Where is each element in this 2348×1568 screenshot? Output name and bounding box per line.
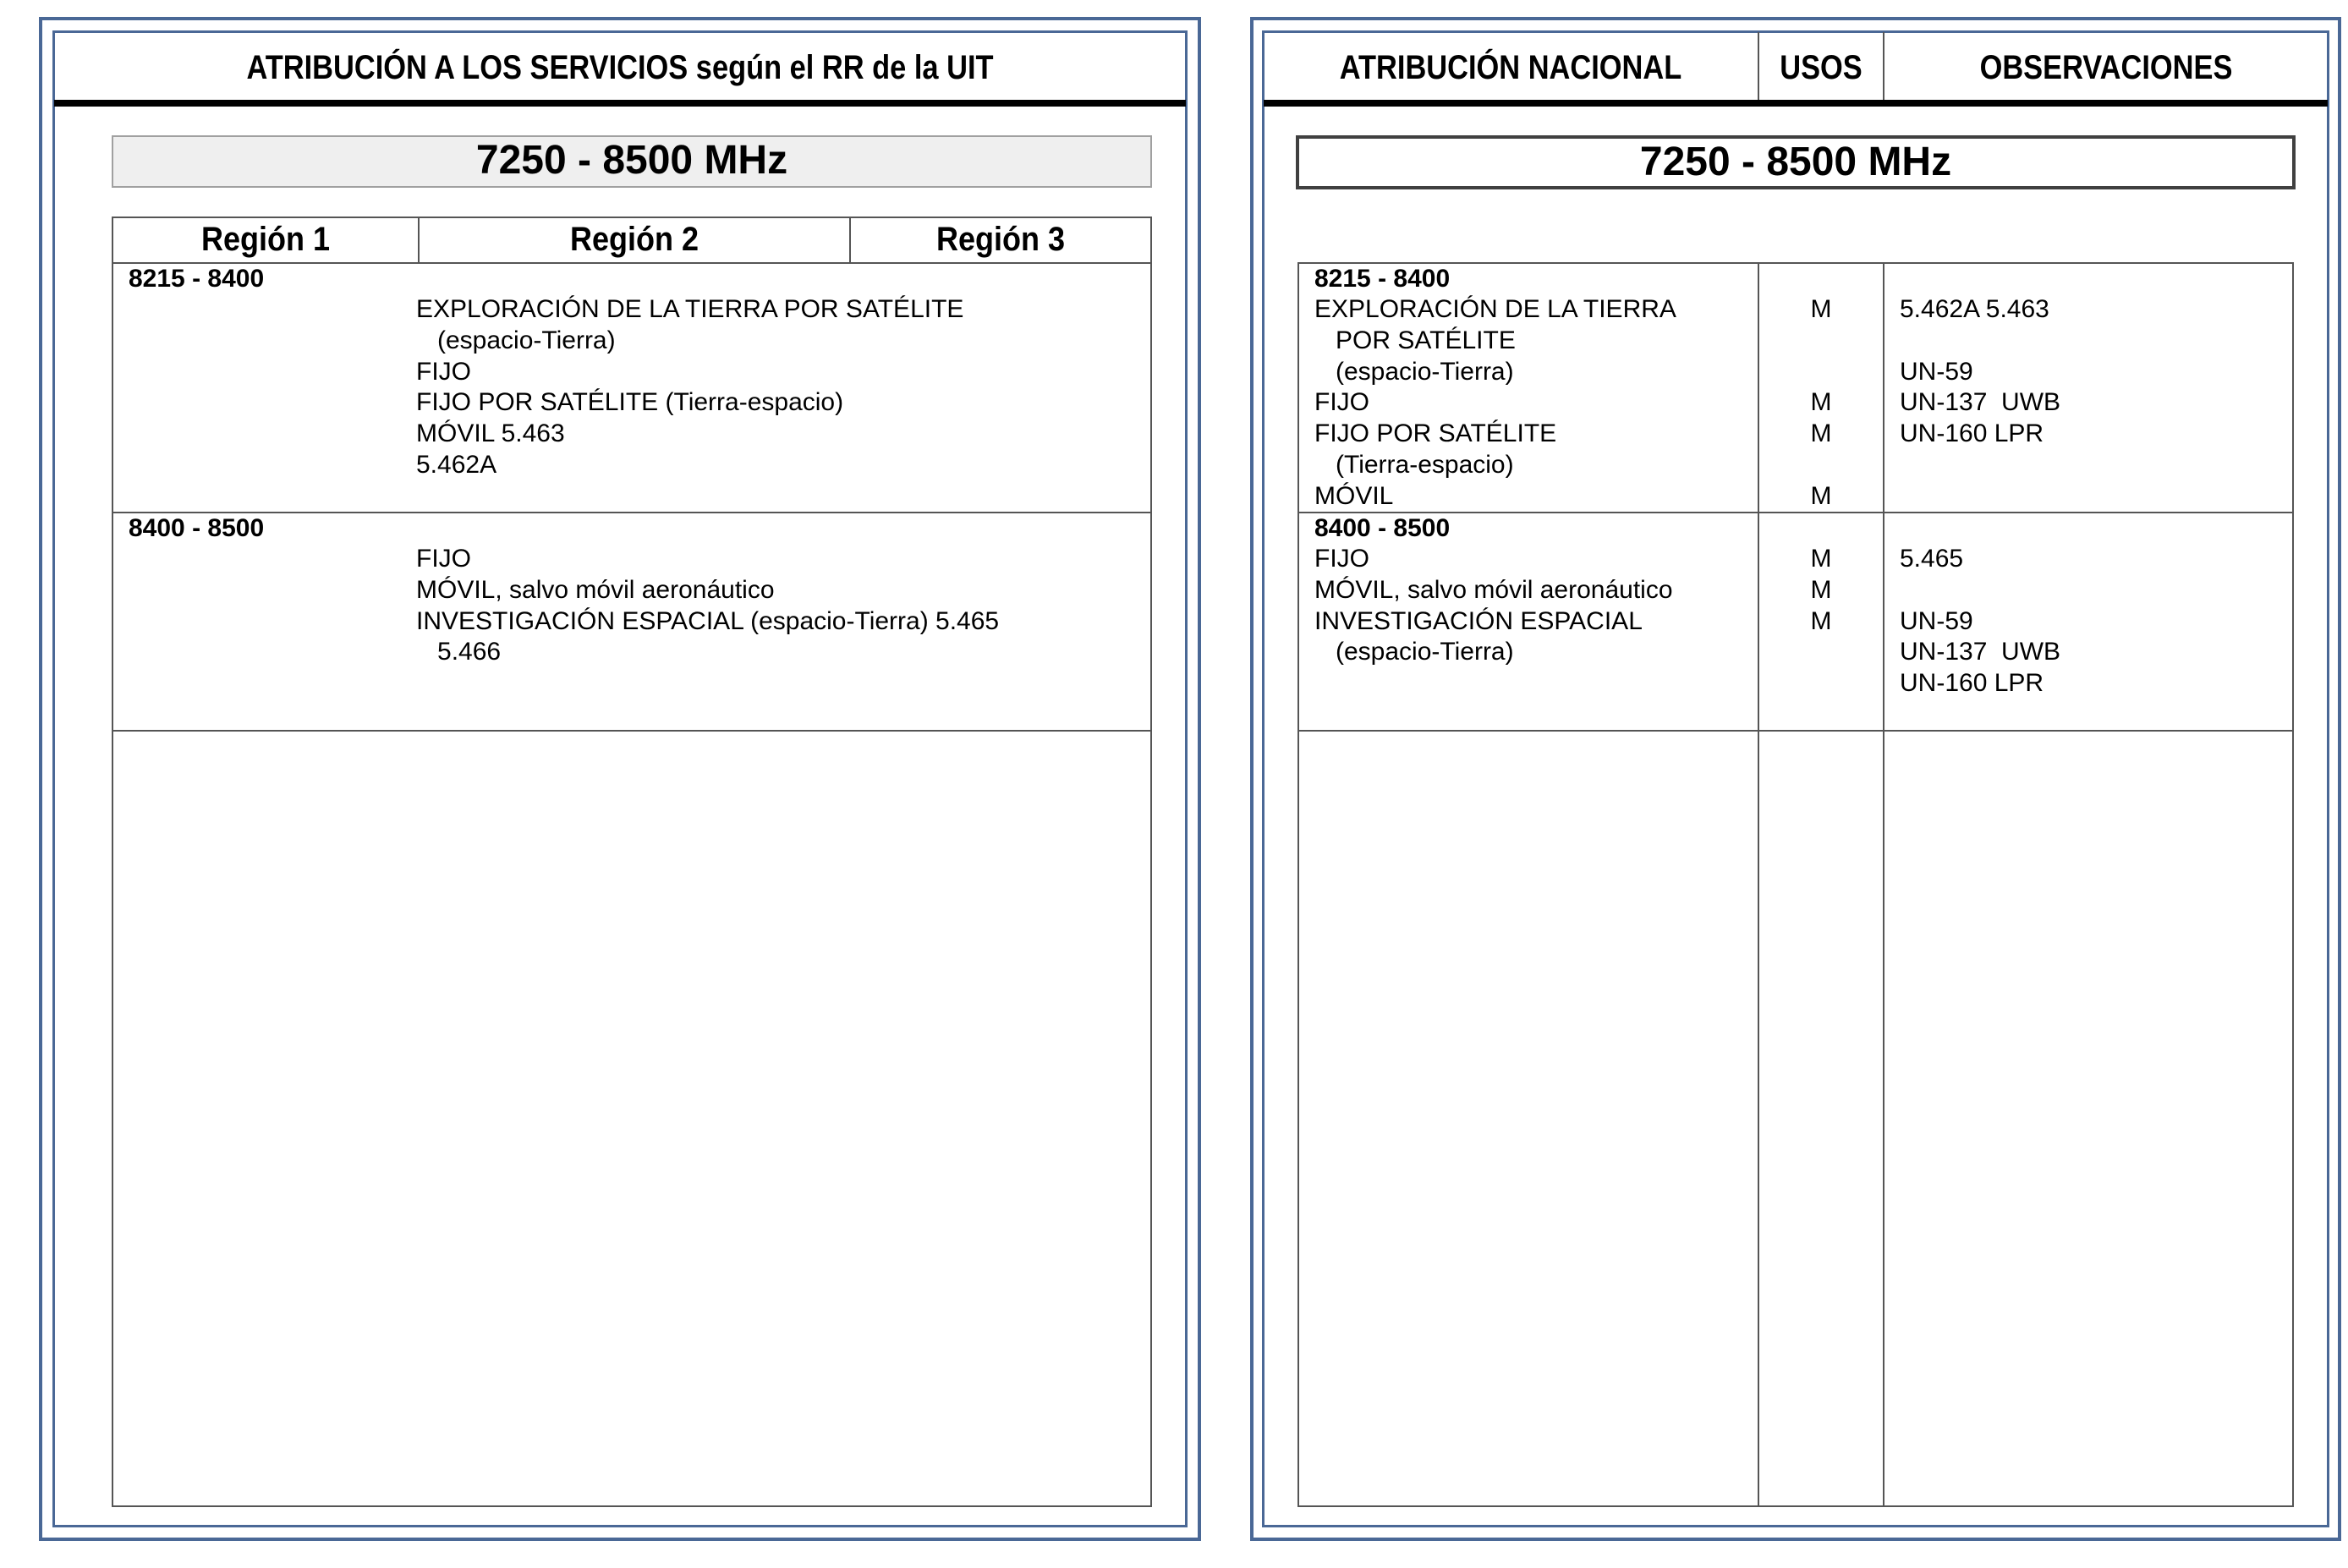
usos-cell: M	[1810, 419, 1832, 448]
right-band-1-services	[1314, 294, 1676, 513]
left-band-2-line: FIJO	[416, 545, 471, 573]
observacion-cell	[1900, 450, 2060, 481]
right-col-divider-2	[1883, 262, 1884, 1507]
right-band-2-service: INVESTIGACIÓN ESPACIAL	[1314, 606, 1643, 635]
right-band-1-usos	[1759, 294, 1883, 513]
left-band-1-line: EXPLORACIÓN DE LA TIERRA POR SATÉLITE	[416, 295, 964, 323]
right-band-1-service: (Tierra-espacio)	[1314, 450, 1514, 479]
right-band-2-service: MÓVIL, salvo móvil aeronáutico	[1314, 575, 1673, 604]
left-band-2-line: INVESTIGACIÓN ESPACIAL (espacio-Tierra) 5.465	[416, 606, 1000, 635]
left-band-1-line: MÓVIL 5.463	[416, 419, 565, 448]
right-band-1-service: FIJO POR SATÉLITE	[1314, 419, 1557, 448]
usos-cell	[1759, 668, 1883, 699]
usos-cell: M	[1810, 388, 1832, 417]
left-band-2-line: MÓVIL, salvo móvil aeronáutico	[416, 575, 775, 604]
right-band-1-service: EXPLORACIÓN DE LA TIERRA	[1314, 295, 1676, 323]
left-band-divider-2	[112, 730, 1152, 732]
left-table-header-rule	[112, 262, 1152, 264]
observacion-cell: UN-137 UWB	[1900, 638, 2061, 666]
left-band-2-range: 8400 - 8500	[129, 514, 265, 542]
observacion-cell: UN-59	[1900, 357, 1973, 386]
left-header-divider-2	[849, 217, 851, 264]
usos-cell	[1759, 450, 1883, 481]
observacion-cell: UN-137 UWB	[1900, 388, 2061, 417]
right-band-2-service: FIJO	[1314, 545, 1369, 573]
observacion-cell: UN-59	[1900, 606, 1973, 635]
observacion-cell: UN-160 LPR	[1900, 419, 2044, 448]
left-band-1-line: FIJO POR SATÉLITE (Tierra-espacio)	[416, 388, 844, 417]
right-band-2-service: (espacio-Tierra)	[1314, 638, 1514, 666]
usos-cell	[1759, 357, 1883, 388]
region-1-header: Región 1	[200, 221, 331, 258]
left-page-header: ATRIBUCIÓN A LOS SERVICIOS según el RR de la UIT	[246, 49, 994, 86]
observacion-cell	[1900, 481, 2060, 513]
left-band-2-services	[416, 544, 999, 668]
right-band-title: 7250 - 8500 MHz	[1296, 135, 2296, 189]
observaciones-header: OBSERVACIONES	[1979, 49, 2233, 86]
left-band-2-line: 5.466	[416, 638, 502, 666]
usos-cell: M	[1810, 481, 1832, 510]
right-band-2-service	[1314, 668, 1673, 699]
atribucion-nacional-header: ATRIBUCIÓN NACIONAL	[1339, 49, 1682, 86]
usos-header: USOS	[1780, 49, 1862, 86]
left-band-divider-1	[112, 512, 1152, 513]
right-band-1-service: FIJO	[1314, 388, 1369, 417]
usos-cell: M	[1810, 575, 1832, 604]
left-header-divider-1	[418, 217, 420, 264]
right-band-1-range: 8215 - 8400	[1314, 265, 1451, 293]
observacion-cell	[1900, 575, 2060, 606]
left-band-1-services	[416, 294, 963, 481]
usos-cell: M	[1810, 545, 1832, 573]
region-3-header: Región 3	[935, 221, 1066, 258]
right-band-1-service: MÓVIL	[1314, 481, 1394, 510]
left-band-1-line: (espacio-Tierra)	[416, 326, 616, 354]
right-band-1-observaciones	[1900, 294, 2060, 513]
right-band-2-services	[1314, 544, 1673, 699]
left-band-1-line: FIJO	[416, 357, 471, 386]
region-2-header: Región 2	[569, 221, 699, 258]
observacion-cell: 5.462A 5.463	[1900, 295, 2049, 323]
left-band-1-line: 5.462A	[416, 450, 497, 479]
left-band-title: 7250 - 8500 MHz	[112, 135, 1152, 188]
left-band-1-range: 8215 - 8400	[129, 265, 265, 293]
right-band-2-observaciones	[1900, 544, 2060, 699]
right-band-2-range: 8400 - 8500	[1314, 514, 1451, 542]
usos-cell: M	[1810, 606, 1832, 635]
left-header-rule	[54, 100, 1186, 107]
right-band-divider-2	[1297, 730, 2294, 732]
usos-cell	[1759, 637, 1883, 668]
right-header-rule	[1264, 100, 2328, 107]
observacion-cell: UN-160 LPR	[1900, 669, 2044, 698]
right-band-1-service: POR SATÉLITE	[1314, 326, 1516, 354]
right-band-1-service: (espacio-Tierra)	[1314, 357, 1514, 386]
usos-cell: M	[1810, 295, 1832, 323]
right-header-divider-2	[1883, 32, 1884, 103]
observacion-cell: 5.465	[1900, 545, 1964, 573]
right-band-2-usos	[1759, 544, 1883, 699]
observacion-cell	[1900, 326, 2060, 357]
usos-cell	[1759, 326, 1883, 357]
right-header-divider-1	[1758, 32, 1759, 103]
